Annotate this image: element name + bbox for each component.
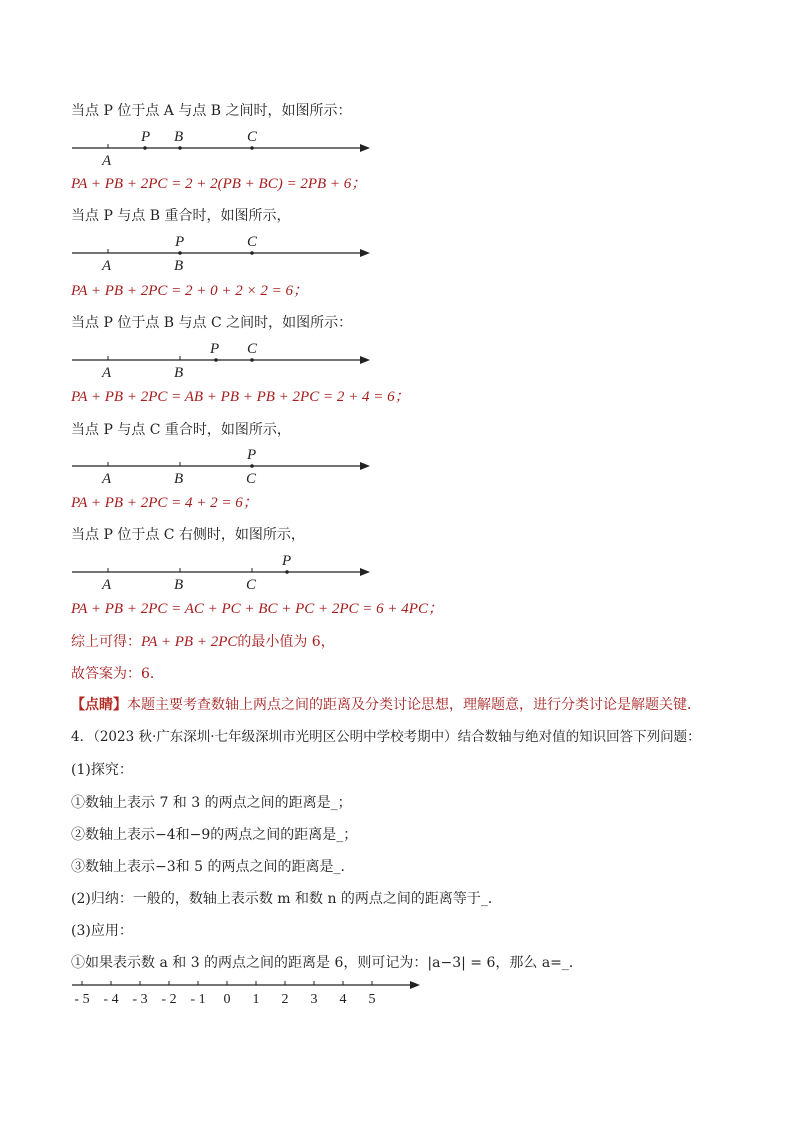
axis-tick-label: 2	[281, 992, 289, 1007]
label-B: B	[174, 577, 184, 593]
label-A: A	[102, 471, 112, 487]
part3-item-1: ①如果表示数 a 和 3 的两点之间的距离是 6，则可记为：|a−3| = 6，那么 a=_．	[71, 955, 583, 971]
number-line-case-2	[70, 231, 380, 275]
summary-expr: PA + PB + 2PC	[141, 634, 238, 650]
part3-title: (3)应用：	[71, 923, 133, 939]
integer-number-line	[70, 975, 430, 1011]
label-A: A	[102, 577, 112, 593]
axis-tick-label: 4	[339, 992, 347, 1007]
label-C: C	[247, 234, 258, 250]
label-C: C	[246, 471, 257, 487]
summary-suffix: 的最小值为 6，	[237, 634, 335, 650]
case-4-intro: 当点 P 与点 C 重合时，如图所示，	[71, 422, 291, 438]
axis-tick-label: - 2	[161, 992, 177, 1007]
label-P: P	[175, 234, 185, 250]
case-3-intro: 当点 P 位于点 B 与点 C 之间时，如图所示：	[71, 315, 353, 331]
part2-text: (2)归纳：一般的，数轴上表示数 m 和数 n 的两点之间的距离等于_．	[71, 891, 502, 907]
case-4-formula: PA + PB + 2PC = 4 + 2 = 6；	[71, 495, 258, 511]
case-2-formula: PA + PB + 2PC = 2 + 0 + 2 × 2 = 6；	[71, 283, 308, 299]
axis-tick-label: 5	[368, 992, 376, 1007]
label-P: P	[141, 129, 151, 145]
label-B: B	[174, 365, 184, 381]
summary-line	[71, 632, 335, 652]
case-5-intro: 当点 P 位于点 C 右侧时，如图所示，	[71, 527, 305, 543]
axis-tick-label: 3	[310, 992, 318, 1007]
label-A: A	[102, 258, 112, 274]
label-A: A	[102, 365, 112, 381]
number-line-case-1	[70, 126, 380, 168]
question-title: 4．（2023 秋·广东深圳·七年级深圳市光明区公明中学校考期中）结合数轴与绝对值的知识回答下列问题：	[71, 729, 701, 745]
label-B: B	[174, 258, 184, 274]
comment-tag: 【点睛】	[71, 697, 127, 713]
case-5-formula: PA + PB + 2PC = AC + PC + BC + PC + 2PC = 6 + 4PC；	[71, 601, 443, 617]
label-B: B	[174, 471, 184, 487]
part1-item-2: ②数轴上表示−4和−9的两点之间的距离是_；	[71, 827, 358, 843]
label-C: C	[247, 129, 258, 145]
part1-item-3: ③数轴上表示−3和 5 的两点之间的距离是_．	[71, 859, 355, 875]
comment-line	[71, 695, 701, 715]
label-P: P	[247, 447, 257, 463]
part1-title: (1)探究：	[71, 762, 133, 778]
label-P: P	[210, 341, 220, 357]
number-line-case-3	[70, 338, 380, 382]
comment-text: 本题主要考查数轴上两点之间的距离及分类讨论思想，理解题意，进行分类讨论是解题关键．	[127, 697, 701, 713]
label-A: A	[102, 153, 112, 169]
number-line-case-5	[70, 550, 380, 594]
label-C: C	[246, 577, 257, 593]
number-line-case-4	[70, 444, 380, 488]
axis-tick-label: - 1	[190, 992, 206, 1007]
label-P: P	[282, 553, 292, 569]
axis-tick-label: - 4	[103, 992, 119, 1007]
axis-tick-label: - 5	[74, 992, 90, 1007]
axis-tick-label: 1	[252, 992, 260, 1007]
label-B: B	[174, 129, 184, 145]
summary-prefix: 综上可得：	[71, 634, 141, 650]
label-C: C	[247, 341, 258, 357]
axis-tick-label: 0	[223, 992, 231, 1007]
part1-item-1: ①数轴上表示 7 和 3 的两点之间的距离是_；	[71, 795, 352, 811]
case-2-intro: 当点 P 与点 B 重合时，如图所示，	[71, 208, 291, 224]
case-1-formula: PA + PB + 2PC = 2 + 2(PB + BC) = 2PB + 6；	[71, 176, 367, 192]
axis-tick-label: - 3	[132, 992, 148, 1007]
case-3-formula: PA + PB + 2PC = AB + PB + PB + 2PC = 2 + 4 = 6；	[71, 389, 410, 405]
answer-line: 故答案为：6．	[71, 666, 164, 682]
case-1-intro: 当点 P 位于点 A 与点 B 之间时，如图所示：	[71, 103, 352, 119]
